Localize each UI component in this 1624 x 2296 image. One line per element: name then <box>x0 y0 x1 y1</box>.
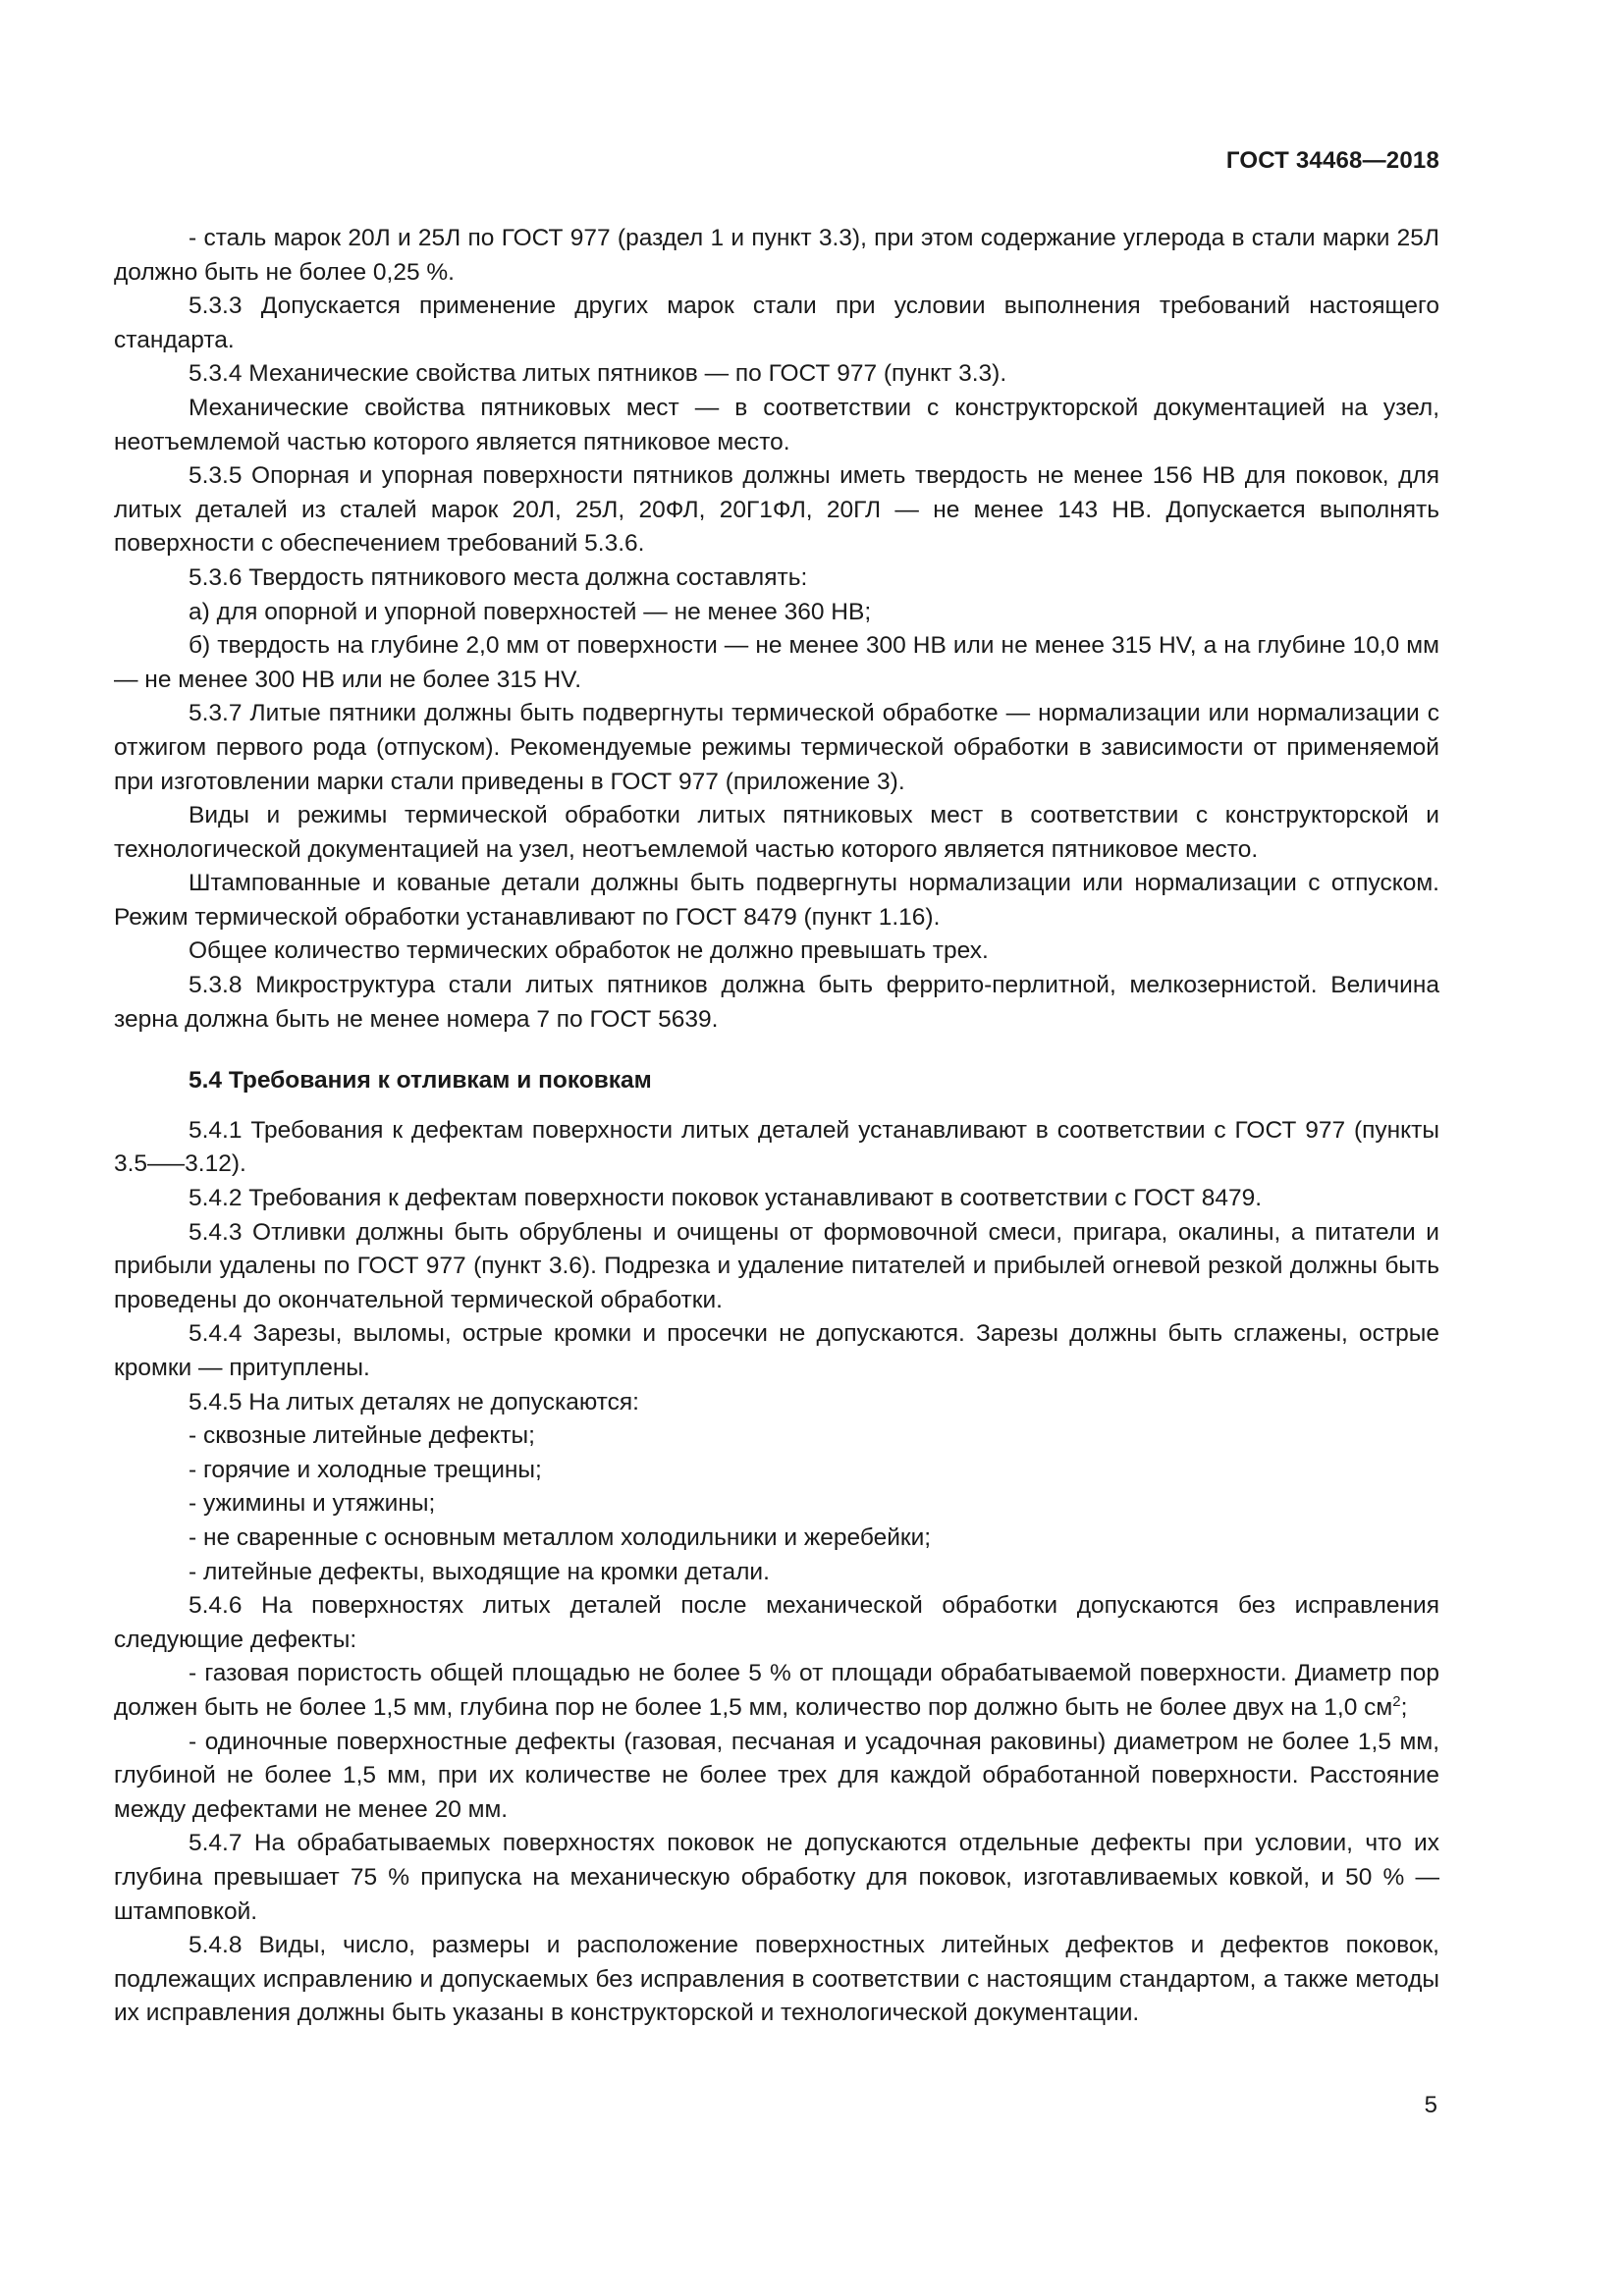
paragraph: 5.3.7 Литые пятники должны быть подвергнуты термической обработке — нормализации или нормализации с отжигом первого рода (отпуском). Рекомендуемые режимы термической обработки в зависимости от применяемой при изготовлении марки стали приведены в ГОСТ 977 (приложение 3). <box>114 700 1439 795</box>
paragraph: 5.3.8 Микроструктура стали литых пятников должна быть феррито-перлитной, мелкозернистой. Величина зерна должна быть не менее номера 7 по ГОСТ 5639. <box>114 972 1439 1033</box>
paragraph: 5.4.8 Виды, число, размеры и расположение поверхностных литейных дефектов и дефектов поковок, подлежащих исправлению и допускаемых без исправления в соответствии с настоящим стандартом, а также методы их исправления должны быть указаны в конструкторской и технологической документации. <box>114 1932 1439 2027</box>
paragraph: 5.4.1 Требования к дефектам поверхности литых деталей устанавливают в соответствии с ГОСТ 977 (пункты 3.5—–3.12). <box>114 1116 1439 1178</box>
paragraph: 5.3.5 Опорная и упорная поверхности пятников должны иметь твердость не менее 156 НВ для поковок, для литых деталей из сталей марок 20Л, 25Л, 20ФЛ, 20Г1ФЛ, 20ГЛ — не менее 143 НВ. Допускается выполнять поверхности с обеспечением требований 5.3.6. <box>114 462 1439 558</box>
list-item: - одиночные поверхностные дефекты (газовая, песчаная и усадочная раковины) диаметром не более 1,5 мм, глубиной не более 1,5 мм, при их количестве не более трех для каждой обработанной поверхности. Расстояние между дефектами не менее 20 мм. <box>114 1728 1439 1823</box>
paragraph: 5.4.5 На литых деталях не допускаются: <box>189 1388 639 1415</box>
paragraph: 5.3.6 Твердость пятникового места должна составлять: <box>189 563 808 591</box>
document-code-header: ГОСТ 34468—2018 <box>1225 147 1439 174</box>
list-item: - литейные дефекты, выходящие на кромки детали. <box>189 1558 770 1585</box>
document-body <box>114 222 1439 2031</box>
paragraph: - сталь марок 20Л и 25Л по ГОСТ 977 (раздел 1 и пункт 3.3), при этом содержание углерода в стали марки 25Л должно быть не более 0,25 %. <box>114 225 1439 286</box>
paragraph: Виды и режимы термической обработки литых пятниковых мест в соответствии с конструкторской и технологической документацией на узел, неотъемлемой частью которого является пятниковое место. <box>114 802 1439 863</box>
paragraph: 5.3.3 Допускается применение других марок стали при условии выполнения требований настоящего стандарта. <box>114 293 1439 353</box>
list-item: - горячие и холодные трещины; <box>189 1456 542 1483</box>
paragraph: 5.4.4 Зарезы, выломы, острые кромки и просечки не допускаются. Зарезы должны быть сглажены, острые кромки — притуплены. <box>114 1320 1439 1381</box>
porosity-text: - газовая пористость общей площадью не более 5 % от площади обрабатываемой поверхности. Диаметр пор должен быть не более 1,5 мм, глубина пор не более 1,5 мм, количество пор должно быть не более двух на 1,0 см <box>114 1660 1439 1721</box>
page-number: 5 <box>1424 2092 1437 2118</box>
paragraph: Штампованные и кованые детали должны быть подвергнуты нормализации или нормализации с отпуском. Режим термической обработки устанавливают по ГОСТ 8479 (пункт 1.16). <box>114 870 1439 931</box>
porosity-tail: ; <box>1400 1693 1408 1721</box>
paragraph: Механические свойства пятниковых мест — в соответствии с конструкторской документацией на узел, неотъемлемой частью которого является пятниковое место. <box>114 394 1439 455</box>
superscript: 2 <box>1392 1692 1401 1710</box>
list-item-porosity <box>114 1657 1439 1725</box>
section-heading: 5.4 Требования к отливкам и поковкам <box>189 1067 652 1095</box>
paragraph: 5.4.7 На обрабатываемых поверхностях поковок не допускаются отдельные дефекты при условии, что их глубина превышает 75 % припуска на механическую обработку для поковок, изготавливаемых ковкой, и 50 % — штамповкой. <box>114 1830 1439 1925</box>
paragraph: б) твердость на глубине 2,0 мм от поверхности — не менее 300 НВ или не менее 315 HV, а на глубине 10,0 мм — не менее 300 НВ или не более 315 HV. <box>114 632 1439 693</box>
list-item: - не сваренные с основным металлом холодильники и жеребейки; <box>189 1523 932 1551</box>
list-item: - сквозные литейные дефекты; <box>189 1422 535 1450</box>
list-item: - ужимины и утяжины; <box>189 1490 436 1518</box>
paragraph: Общее количество термических обработок не должно превышать трех. <box>189 937 989 965</box>
paragraph: 5.4.2 Требования к дефектам поверхности поковок устанавливают в соответствии с ГОСТ 8479. <box>189 1185 1263 1212</box>
paragraph: 5.4.6 На поверхностях литых деталей после механической обработки допускаются без исправления следующие дефекты: <box>114 1592 1439 1653</box>
paragraph: 5.4.3 Отливки должны быть обрублены и очищены от формовочной смеси, пригара, окалины, а питатели и прибыли удалены по ГОСТ 977 (пункт 3.6). Подрезка и удаление питателей и прибылей огневой резкой должны быть проведены до окончательной термической обработки. <box>114 1218 1439 1313</box>
paragraph: а) для опорной и упорной поверхностей — не менее 360 НВ; <box>189 598 872 625</box>
paragraph: 5.3.4 Механические свойства литых пятников — по ГОСТ 977 (пункт 3.3). <box>189 360 1007 388</box>
